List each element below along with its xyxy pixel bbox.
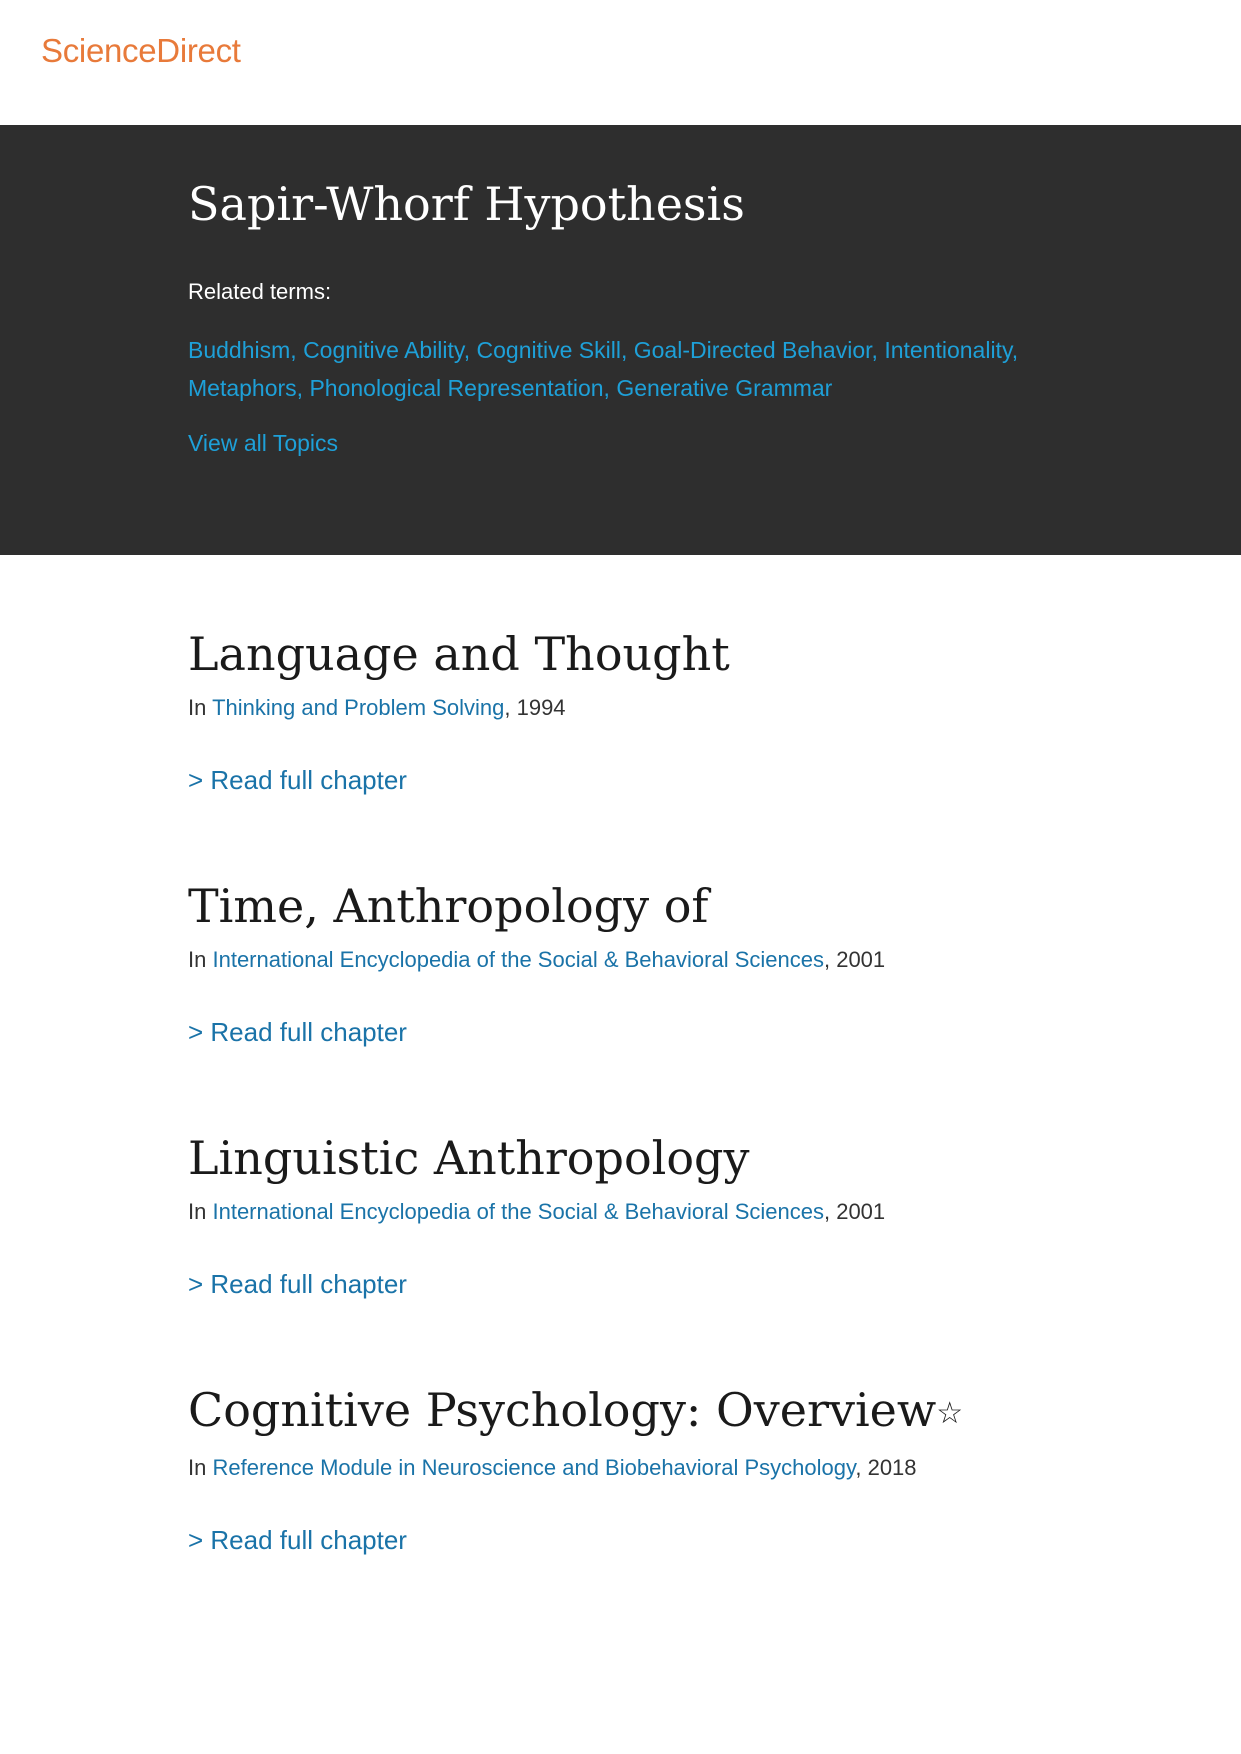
read-full-chapter-link[interactable]: > Read full chapter bbox=[188, 1525, 407, 1555]
result-source-line: In International Encyclopedia of the Social & Behavioral Sciences, 2001 bbox=[188, 1199, 886, 1224]
in-label: In bbox=[188, 1455, 207, 1480]
result-title[interactable] bbox=[188, 1381, 1188, 1443]
in-label: In bbox=[188, 695, 207, 720]
result-year: 2018 bbox=[867, 1455, 917, 1480]
result-item bbox=[188, 1129, 1188, 1381]
related-term-intentionality[interactable]: Intentionality bbox=[884, 337, 1012, 363]
source-link[interactable]: Reference Module in Neuroscience and Biobehavioral Psychology bbox=[212, 1455, 856, 1480]
star-icon: ☆ bbox=[936, 1396, 964, 1431]
topic-banner bbox=[0, 125, 1241, 555]
result-title[interactable]: Language and Thought bbox=[188, 627, 730, 681]
related-term-phonological-representation[interactable]: Phonological Representation bbox=[309, 375, 604, 401]
related-terms-list: Buddhism, Cognitive Ability, Cognitive Skill, Goal-Directed Behavior, Intentionality, Metaphors, Phonological Representation, Generative Grammar bbox=[188, 337, 1019, 401]
source-link[interactable]: International Encyclopedia of the Social & Behavioral Sciences bbox=[212, 1199, 824, 1224]
result-source-line: In Reference Module in Neuroscience and Biobehavioral Psychology, 2018 bbox=[188, 1455, 917, 1480]
related-term-buddhism[interactable]: Buddhism bbox=[188, 337, 291, 363]
read-full-chapter-link[interactable]: > Read full chapter bbox=[188, 1017, 407, 1047]
result-item bbox=[188, 877, 1188, 1129]
result-title[interactable]: Time, Anthropology of bbox=[188, 879, 709, 933]
result-item bbox=[188, 625, 1188, 877]
related-term-cognitive-ability[interactable]: Cognitive Ability bbox=[303, 337, 464, 363]
source-link[interactable]: International Encyclopedia of the Social & Behavioral Sciences bbox=[212, 947, 824, 972]
related-term-goal-directed-behavior[interactable]: Goal-Directed Behavior bbox=[633, 337, 872, 363]
source-link[interactable]: Thinking and Problem Solving bbox=[212, 695, 505, 720]
result-source-line: In International Encyclopedia of the Social & Behavioral Sciences, 2001 bbox=[188, 947, 886, 972]
related-term-metaphors[interactable]: Metaphors bbox=[188, 375, 297, 401]
result-year: 2001 bbox=[836, 1199, 886, 1224]
topic-title: Sapir-Whorf Hypothesis bbox=[188, 177, 745, 231]
result-source-line: In Thinking and Problem Solving, 1994 bbox=[188, 695, 566, 720]
related-terms-label: Related terms: bbox=[188, 279, 332, 304]
result-year: 2001 bbox=[836, 947, 886, 972]
related-term-cognitive-skill[interactable]: Cognitive Skill bbox=[476, 337, 621, 363]
results-list bbox=[188, 625, 1188, 1633]
sciencedirect-logo[interactable]: ScienceDirect bbox=[41, 32, 241, 69]
read-full-chapter-link[interactable]: > Read full chapter bbox=[188, 765, 407, 795]
result-item bbox=[188, 1381, 1188, 1633]
related-term-generative-grammar[interactable]: Generative Grammar bbox=[616, 375, 833, 401]
result-title[interactable]: Linguistic Anthropology bbox=[188, 1131, 750, 1185]
view-all-topics-link[interactable]: View all Topics bbox=[188, 430, 339, 456]
result-title-text: Cognitive Psychology: Overview bbox=[188, 1383, 937, 1437]
in-label: In bbox=[188, 1199, 207, 1224]
result-year: 1994 bbox=[516, 695, 566, 720]
in-label: In bbox=[188, 947, 207, 972]
read-full-chapter-link[interactable]: > Read full chapter bbox=[188, 1269, 407, 1299]
